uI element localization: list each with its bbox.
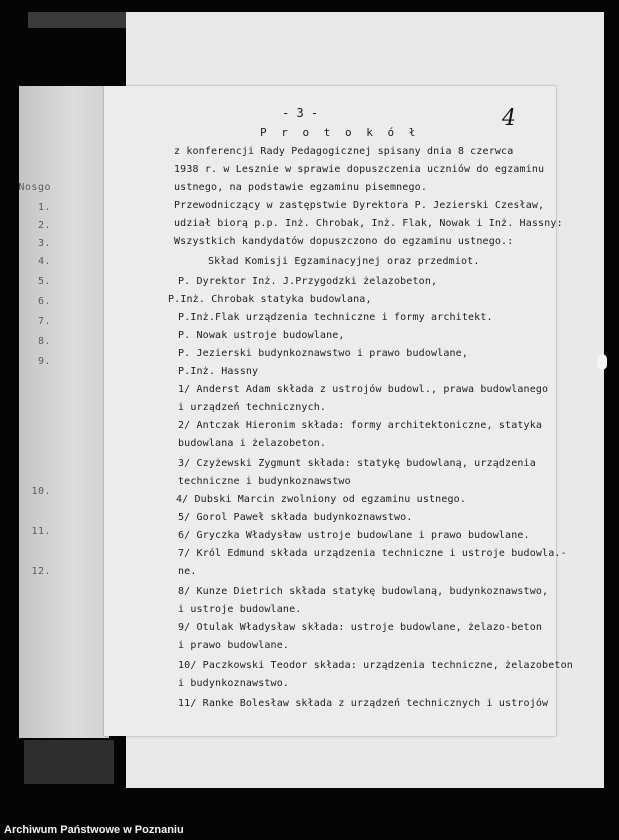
adjacent-page-fragment: 10. xyxy=(31,486,51,497)
text-line: 1938 r. w Lesznie w sprawie dopuszczenia uczniów do egzaminu xyxy=(174,164,545,175)
candidate-entry-continued: ne. xyxy=(178,566,197,577)
adjacent-page-fragment: 12. xyxy=(31,566,51,577)
candidate-entry: 8/ Kunze Dietrich składa statykę budowlaną, budynkoznawstwo, xyxy=(178,586,549,597)
text-line: Przewodniczący w zastępstwie Dyrektora P. Jezierski Czesław, xyxy=(174,200,545,211)
candidate-entry: 11/ Ranke Bolesław składa z urządzeń technicznych i ustrojów xyxy=(178,698,549,709)
commission-member: P.Inż.Flak urządzenia techniczne i formy architekt. xyxy=(178,312,493,323)
document-title: P r o t o k ó ł xyxy=(260,126,420,139)
film-edge-strip xyxy=(28,12,128,28)
adjacent-page-fragment: 3. xyxy=(37,238,51,249)
adjacent-page-fragment: 5. xyxy=(37,276,51,287)
adjacent-page-fragment: 6. xyxy=(37,296,51,307)
film-edge-strip xyxy=(24,740,114,784)
adjacent-page-fragment: 8. xyxy=(37,336,51,347)
text-line: udział biorą p.p. Inż. Chrobak, Inż. Flak, Nowak i Inż. Hassny: xyxy=(174,218,563,229)
candidate-entry: 7/ Król Edmund składa urządzenia techniczne i ustroje budowla.- xyxy=(178,548,567,559)
candidate-entry-continued: techniczne i budynkoznawstwo xyxy=(178,476,351,487)
commission-member: P. Dyrektor Inż. J.Przygodzki żelazobeton, xyxy=(178,276,438,287)
text-line: ustnego, na podstawie egzaminu pisemnego. xyxy=(174,182,427,193)
protocol-page xyxy=(104,86,573,736)
candidate-entry: 9/ Otulak Władysław składa: ustroje budowlane, żelazo-beton xyxy=(178,622,543,633)
commission-member: P. Nowak ustroje budowlane, xyxy=(178,330,345,341)
commission-member: P. Jezierski budynkoznawstwo i prawo budowlane, xyxy=(178,348,469,359)
adjacent-page-fragment: 2. xyxy=(37,220,51,231)
candidate-entry: 5/ Gorol Paweł składa budynkoznawstwo. xyxy=(178,512,413,523)
candidate-entry: 3/ Czyżewski Zygmunt składa: statykę budowlaną, urządzenia xyxy=(178,458,536,469)
candidate-entry: 1/ Anderst Adam składa z ustrojów budowl., prawa budowlanego xyxy=(178,384,549,395)
candidate-entry-continued: budowlana i żelazobeton. xyxy=(178,438,327,449)
candidate-entry-continued: i urządzeń technicznych. xyxy=(178,402,327,413)
adjacent-page-fragment: Nosgo xyxy=(18,182,51,193)
adjacent-page-fragment: 9. xyxy=(37,356,51,367)
section-heading: Skład Komisji Egzaminacyjnej oraz przedmiot. xyxy=(208,256,480,267)
candidate-entry-continued: i prawo budowlane. xyxy=(178,640,290,651)
page-number: - 3 - xyxy=(282,106,319,120)
candidate-entry: 6/ Gryczka Władysław ustroje budowlane i prawo budowlane. xyxy=(178,530,530,541)
punch-hole xyxy=(597,354,607,370)
adjacent-page-fragment: 11. xyxy=(31,526,51,537)
candidate-entry: 2/ Antczak Hieronim składa: formy architektoniczne, statyka xyxy=(178,420,543,431)
text-line: z konferencji Rady Pedagogicznej spisany dnia 8 czerwca xyxy=(174,146,514,157)
commission-member: P.Inż. Hassny xyxy=(178,366,259,377)
commission-member: P.Inż. Chrobak statyka budowlana, xyxy=(168,294,372,305)
candidate-entry: 4/ Dubski Marcin zwolniony od egzaminu ustnego. xyxy=(176,494,467,505)
candidate-entry-continued: i budynkoznawstwo. xyxy=(178,678,290,689)
archive-watermark: Archiwum Państwowe w Poznaniu xyxy=(4,824,184,836)
text-line: Wszystkich kandydatów dopuszczono do egzaminu ustnego.: xyxy=(174,236,514,247)
candidate-entry: 10/ Paczkowski Teodor składa: urządzenia techniczne, żelazobeton xyxy=(178,660,573,671)
adjacent-page xyxy=(19,86,109,738)
adjacent-page-fragment: 7. xyxy=(37,316,51,327)
adjacent-page-fragment: 4. xyxy=(37,256,51,267)
handwritten-folio-number: 4 xyxy=(502,106,516,131)
adjacent-page-fragment: 1. xyxy=(37,202,51,213)
candidate-entry-continued: i ustroje budowlane. xyxy=(178,604,302,615)
